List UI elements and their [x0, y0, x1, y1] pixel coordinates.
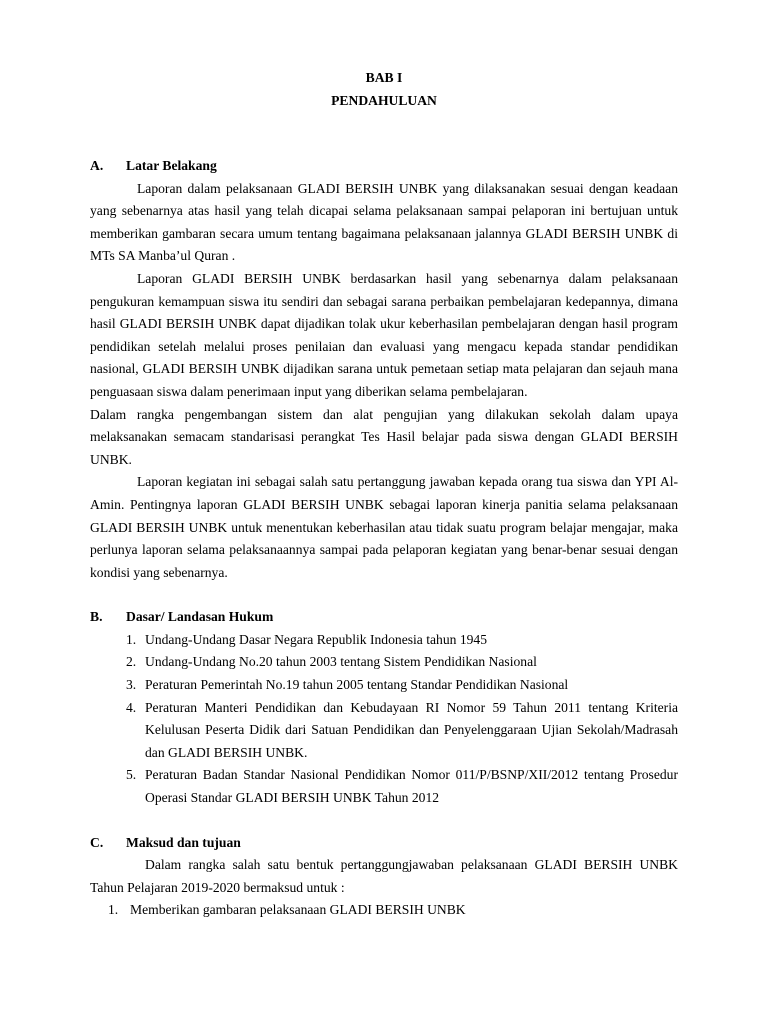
list-item: [90, 697, 678, 765]
section-a-paragraph-1: Laporan dalam pelaksanaan GLADI BERSIH UNBK yang dilaksanakan sesuai dengan keadaan yang sebenarnya atas hasil yang telah dicapai selama pelaksanaan sampai pelaporan ini bertujuan untuk memberikan gambaran secara umum tentang bagaimana pelaksanaan jalannya GLADI BERSIH UNBK di MTs SA Manba’ul Quran .: [90, 180, 678, 264]
section-b: [90, 606, 678, 809]
spacer: [90, 810, 678, 832]
section-a-title: Latar Belakang: [126, 158, 217, 173]
chapter-number: BAB I: [365, 70, 403, 85]
section-c-letter: C.: [90, 834, 104, 850]
list-number: 1.: [126, 631, 137, 647]
list-number: 1.: [108, 902, 119, 918]
section-a-heading: [90, 155, 678, 178]
list-text: Peraturan Manteri Pendidikan dan Kebudayaan RI Nomor 59 Tahun 2011 tentang Kriteria Kelulusan Peserta Didik dari Satuan Pendidikan dan Penyelenggaraan Ujian Sekolah/Madrasah dan GLADI BERSIH UNBK.: [145, 699, 678, 760]
section-c-paragraph-1: Dalam rangka salah satu bentuk pertanggungjawaban pelaksanaan GLADI BERSIH UNBK Tahun Pelajaran 2019-2020 bermaksud untuk :: [90, 857, 678, 895]
list-text: Peraturan Pemerintah No.19 tahun 2005 tentang Standar Pendidikan Nasional: [145, 677, 569, 693]
chapter-title: PENDAHULUAN: [331, 93, 437, 108]
section-b-title: Dasar/ Landasan Hukum: [126, 609, 274, 625]
list-text: Memberikan gambaran pelaksanaan GLADI BERSIH UNBK: [130, 902, 466, 918]
section-c-title: Maksud dan tujuan: [126, 834, 241, 850]
list-number: 4.: [126, 699, 137, 715]
list-item: [90, 651, 678, 674]
section-a-letter: A.: [90, 158, 104, 173]
document-page: [90, 66, 678, 922]
section-a-paragraph-2: Laporan GLADI BERSIH UNBK berdasarkan hasil yang sebenarnya dalam pelaksanaan pengukuran kemampuan siswa itu sendiri dan sebagai sarana perbaikan pembelajaran kedepannya, dimana hasil GLADI BERSIH UNBK dapat dijadikan tolak ukur keberhasilan pembelajaran dengan hasil program pendidikan setelah melalui proses penilaian dan evaluasi yang mengacu kepada standar pendidikan nasional, GLADI BERSIH UNBK dijadikan sarana untuk pemetaan setiap mata pelajaran dan sejauh mana penguasaan siswa dalam penerimaan input yang diberikan selama pembelajaran.: [90, 270, 678, 399]
list-text: Peraturan Badan Standar Nasional Pendidikan Nomor 011/P/BSNP/XII/2012 tentang Prosedur Operasi Standar GLADI BERSIH UNBK Tahun 2012: [145, 767, 678, 806]
list-number: 3.: [126, 677, 137, 693]
section-b-heading: [90, 606, 678, 629]
list-number: 5.: [126, 767, 137, 783]
list-item: [90, 674, 678, 697]
spacer: [90, 112, 678, 155]
list-number: 2.: [126, 654, 137, 670]
list-item: [90, 764, 678, 809]
section-b-letter: B.: [90, 609, 103, 625]
list-text: Undang-Undang Dasar Negara Republik Indonesia tahun 1945: [145, 631, 488, 647]
section-c: [90, 832, 678, 922]
list-item: [90, 899, 678, 922]
section-a-paragraph-3: Dalam rangka pengembangan sistem dan alat pengujian yang dilakukan sekolah dalam upaya melaksanakan semacam standarisasi perangkat Tes Hasil belajar pada siswa dengan GLADI BERSIH UNBK.: [90, 406, 678, 467]
section-a-paragraph-4: Laporan kegiatan ini sebagai salah satu pertanggung jawaban kepada orang tua siswa dan YPI Al-Amin. Pentingnya laporan GLADI BERSIH UNBK sebagai laporan kinerja panitia selama pelaksanaan GLADI BERSIH UNBK untuk menentukan keberhasilan atau tidak suatu program belajar mengajar, maka perlunya laporan selama pelaksanaannya sampai pada pelaporan kegiatan yang benar-benar sesuai dengan kondisi yang sebenarnya.: [90, 474, 678, 580]
legal-basis-list: [90, 629, 678, 810]
list-text: Undang-Undang No.20 tahun 2003 tentang Sistem Pendidikan Nasional: [145, 654, 537, 670]
spacer: [90, 584, 678, 606]
list-item: [90, 629, 678, 652]
section-a: [90, 155, 678, 584]
section-c-heading: [90, 832, 678, 855]
purpose-list: [90, 899, 678, 922]
